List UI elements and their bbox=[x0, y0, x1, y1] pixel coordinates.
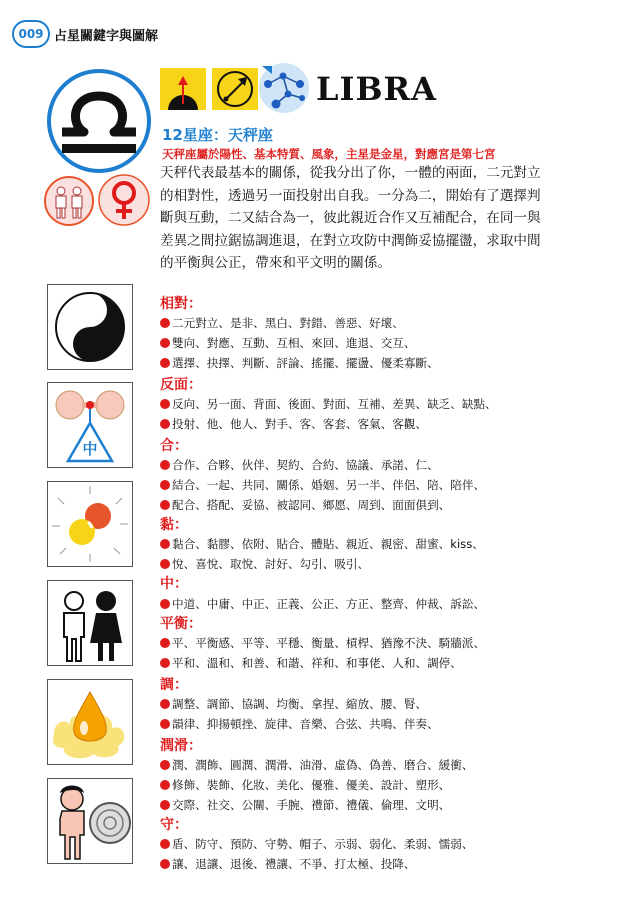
bullet-dot-icon bbox=[160, 399, 170, 409]
section-title-adjust: 調： bbox=[160, 677, 188, 693]
keyword-line: 悅、喜悅、取悅、討好、勾引、吸引、 bbox=[160, 556, 369, 572]
keyword-line: 配合、搭配、妥協、被認同、鄉愿、周到、面面俱到、 bbox=[160, 497, 450, 513]
bullet-dot-icon bbox=[160, 338, 170, 348]
cardinal-quality-icon bbox=[160, 68, 206, 110]
bullet-dot-icon bbox=[160, 460, 170, 470]
intro-line: 差異之間拉鋸協調進退，在對立攻防中潤飾妥協擺盪，求取中間 bbox=[160, 232, 541, 249]
masculine-icon bbox=[44, 176, 94, 226]
keyword-line: 結合、一起、共同、關係、婚姻、另一半、伴侶、陪、陪伴、 bbox=[160, 477, 485, 493]
couple-box bbox=[47, 580, 133, 666]
section-title-balance: 平衡： bbox=[160, 616, 202, 632]
intro-line: 的平衡與公正，帶來和平文明的關係。 bbox=[160, 255, 392, 271]
keyword-line: 選擇、抉擇、判斷、評論、搖擺、擺盪、優柔寡斷、 bbox=[160, 355, 439, 371]
balance-triangle-icon bbox=[48, 383, 132, 467]
keyword-line: 雙向、對應、互動、互相、來回、進退、交互、 bbox=[160, 335, 415, 351]
section-title-lubricate: 潤滑： bbox=[160, 738, 202, 754]
bullet-dot-icon bbox=[160, 699, 170, 709]
oil-drop-icon bbox=[48, 680, 132, 764]
section-title-defend: 守： bbox=[160, 817, 188, 833]
section-title-sticky: 黏： bbox=[160, 517, 188, 533]
bullet-dot-icon bbox=[160, 780, 170, 790]
yin-yang-box bbox=[47, 284, 133, 370]
bullet-dot-icon bbox=[160, 800, 170, 810]
shield-man-icon bbox=[48, 779, 132, 863]
bullet-dot-icon bbox=[160, 859, 170, 869]
page-number-badge: 009 bbox=[12, 20, 50, 48]
keyword-line: 修飾、裝飾、化妝、美化、優雅、優美、設計、塑形、 bbox=[160, 777, 450, 793]
bullet-dot-icon bbox=[160, 500, 170, 510]
shield-box bbox=[47, 778, 133, 864]
keyword-line: 調整、調節、協調、均衡、拿捏、縮放、腰、腎、 bbox=[160, 696, 427, 712]
keyword-line: 黏合、黏膠、依附、貼合、體貼、親近、親密、甜蜜、kiss、 bbox=[160, 536, 484, 552]
bullet-dot-icon bbox=[160, 719, 170, 729]
bullet-dot-icon bbox=[160, 559, 170, 569]
merging-spheres-icon bbox=[48, 482, 132, 566]
keyword-line: 中道、中庸、中正、正義、公正、方正、整齊、仲裁、訴訟、 bbox=[160, 596, 485, 612]
keyword-line: 二元對立、是非、黑白、對錯、善惡、好壞、 bbox=[160, 315, 404, 331]
center-char: 中 bbox=[82, 440, 98, 458]
keyword-line: 讓、退讓、退後、禮讓、不爭、打太極、投降、 bbox=[160, 856, 415, 872]
venus-icon bbox=[98, 174, 150, 226]
bullet-dot-icon bbox=[160, 358, 170, 368]
keyword-line: 合作、合夥、伙伴、契約、合約、協議、承諾、仁、 bbox=[160, 457, 439, 473]
libra-title: LIBRA bbox=[316, 70, 437, 108]
libra-symbol-icon bbox=[44, 66, 154, 176]
section-title-relative: 相對： bbox=[160, 296, 202, 312]
sign-summary: 天秤座屬於陽性、基本特質、風象，主星是金星，對應宮是第七宮 bbox=[162, 147, 496, 161]
section-title-combine: 合： bbox=[160, 438, 188, 454]
keyword-line: 平、平衡感、平等、平穩、衡量、槓桿、猶豫不決、騎牆派、 bbox=[160, 635, 485, 651]
keyword-line: 投射、他、他人、對手、客、客套、客氣、客觀、 bbox=[160, 416, 427, 432]
bullet-dot-icon bbox=[160, 658, 170, 668]
bullet-dot-icon bbox=[160, 760, 170, 770]
bullet-dot-icon bbox=[160, 539, 170, 549]
keyword-line: 韻律、抑揚頓挫、旋律、音樂、合弦、共鳴、伴奏、 bbox=[160, 716, 439, 732]
keyword-line: 平和、溫和、和善、和諧、祥和、和事佬、人和、調停、 bbox=[160, 655, 462, 671]
intro-line: 斷與互動，二又結合為一，彼此親近合作又互補配合，在同一與 bbox=[160, 210, 541, 226]
air-element-icon bbox=[212, 68, 258, 110]
constellation-icon bbox=[258, 62, 310, 114]
balance-center-box bbox=[47, 382, 133, 468]
couple-icon bbox=[48, 581, 132, 665]
section-title-center: 中： bbox=[160, 576, 188, 592]
bullet-dot-icon bbox=[160, 480, 170, 490]
intro-line: 的相對性，透過另一面投射出自我。一分為二，開始有了選擇判 bbox=[160, 187, 541, 204]
bullet-dot-icon bbox=[160, 419, 170, 429]
bullet-dot-icon bbox=[160, 318, 170, 328]
intro-line: 天秤代表最基本的關係，從我分出了你，一體的兩面，二元對立 bbox=[160, 165, 541, 181]
oil-drop-box bbox=[47, 679, 133, 765]
keyword-line: 潤、潤飾、圓潤、潤滑、油滑、虛偽、偽善、磨合、緩衝、 bbox=[160, 757, 473, 773]
header-title: 占星關鍵字與圖解 bbox=[54, 28, 159, 44]
yin-yang-icon bbox=[48, 285, 132, 369]
sign-subtitle: 12星座：天秤座 bbox=[162, 126, 273, 144]
intro-paragraph bbox=[160, 162, 595, 275]
page-header bbox=[12, 20, 158, 48]
keyword-line: 交際、社交、公關、手腕、禮節、禮儀、倫理、文明、 bbox=[160, 797, 450, 813]
bullet-dot-icon bbox=[160, 599, 170, 609]
bullet-dot-icon bbox=[160, 839, 170, 849]
merge-box bbox=[47, 481, 133, 567]
section-title-reverse: 反面： bbox=[160, 377, 202, 393]
bullet-dot-icon bbox=[160, 638, 170, 648]
keyword-line: 反向、另一面、背面、後面、對面、互補、差異、缺乏、缺點、 bbox=[160, 396, 497, 412]
keyword-line: 盾、防守、預防、守勢、帽子、示弱、弱化、柔弱、懦弱、 bbox=[160, 836, 473, 852]
